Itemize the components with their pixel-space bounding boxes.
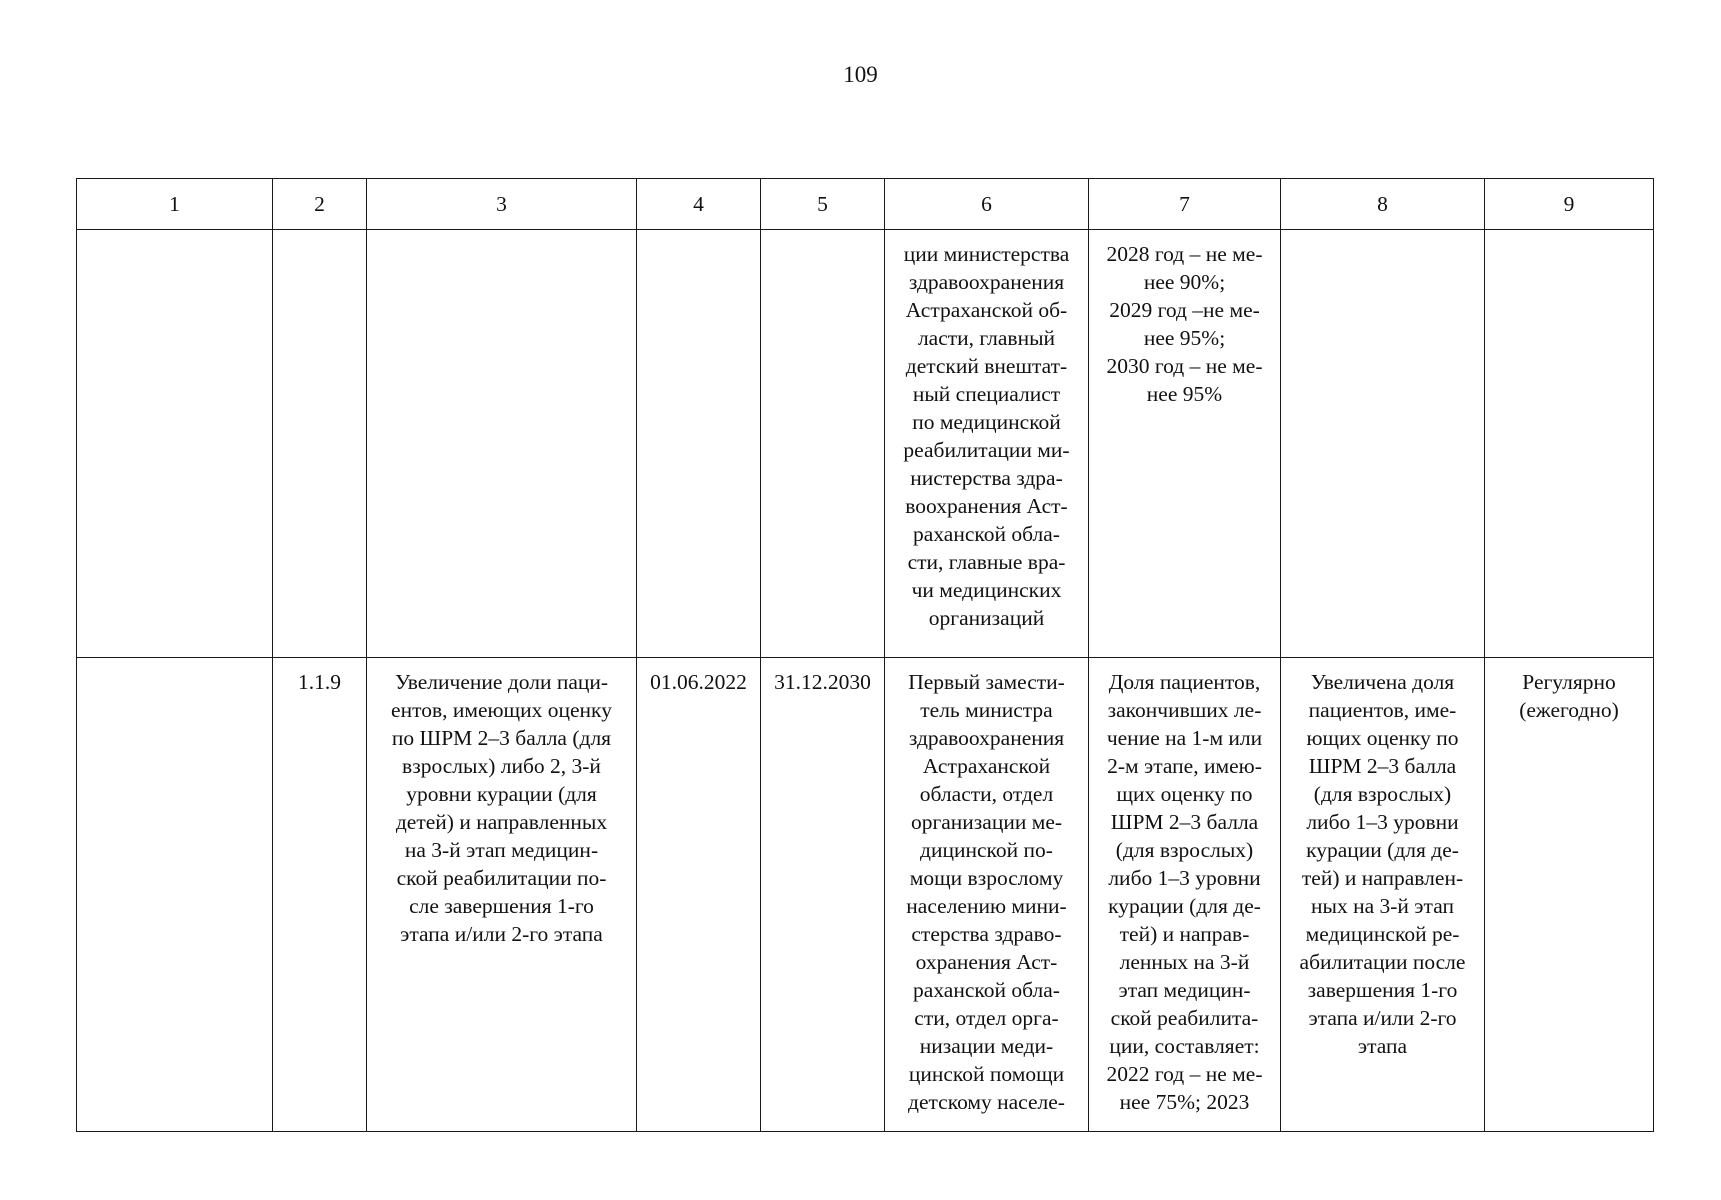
table-cell [367, 658, 637, 1132]
column-header-7: 7 [1089, 179, 1281, 230]
cell-text: 31.12.2030 [774, 670, 871, 694]
data-table [76, 178, 1654, 1132]
table-row [77, 658, 1654, 1132]
cell-text: Доля пациентов, закончивших ле- чение на 1-м или 2-м этапе, имею- щих оценку по ШРМ 2–3 балла (для взрослых) либо 1–3 уровни курации (для де- тей) и направ- ленных на 3-й этап медицин- ской реабилита- ции, составляет: 2022 год – не ме- нее 75%; 2023 [1106, 670, 1263, 1114]
table-cell [273, 230, 367, 658]
cell-text: ции министерства здравоохранения Астраханской об- ласти, главный детский внештат- ный специалист по медицинской реабилитации ми- нистерства здра- воохранения Аст- раханской обла- сти, главные вра- чи медицинских организаций [903, 242, 1070, 630]
table-cell [637, 230, 761, 658]
table-cell [761, 230, 885, 658]
column-header-4: 4 [637, 179, 761, 230]
cell-text: Регулярно (ежегодно) [1519, 670, 1619, 722]
table-cell [1089, 230, 1281, 658]
table-cell [1089, 658, 1281, 1132]
table-cell [1281, 230, 1485, 658]
table-cell [1485, 658, 1654, 1132]
table-cell [761, 658, 885, 1132]
table-cell [637, 658, 761, 1132]
cell-text: 01.06.2022 [650, 670, 747, 694]
column-header-8: 8 [1281, 179, 1485, 230]
column-header-2: 2 [273, 179, 367, 230]
page-number: 109 [843, 62, 878, 87]
table-cell [1281, 658, 1485, 1132]
column-header-9: 9 [1485, 179, 1654, 230]
cell-text: 2028 год – не ме- нее 90%; 2029 год –не ме- нее 95%; 2030 год – не ме- нее 95% [1106, 242, 1263, 406]
column-header-6: 6 [885, 179, 1089, 230]
cell-text: Увеличена доля пациентов, име- ющих оценку по ШРМ 2–3 балла (для взрослых) либо 1–3 уровни курации (для де- тей) и направлен- ных на 3-й этап медицинской ре- абилитации после завершения 1-го этапа и/или 2-го этапа [1299, 670, 1466, 1058]
column-header-1: 1 [77, 179, 273, 230]
header-row [77, 179, 1654, 230]
column-header-3: 3 [367, 179, 637, 230]
table-row [77, 230, 1654, 658]
table-cell [273, 658, 367, 1132]
cell-text: Увеличение доли паци- ентов, имеющих оценку по ШРМ 2–3 балла (для взрослых) либо 2, 3-й уровни курации (для детей) и направленных на 3-й этап медицин- ской реабилитации по- сле завершения 1-го этапа и/или 2-го этапа [391, 670, 612, 946]
table-cell [1485, 230, 1654, 658]
cell-text: Первый замести- тель министра здравоохранения Астраханской области, отдел организации ме- дицинской по- мощи взрослому населению мини- стерства здраво- охранения Аст- раханской обла- сти, отдел орга- низации меди- цинской помощи детскому населе- [906, 670, 1067, 1114]
table-cell [77, 658, 273, 1132]
table-cell [367, 230, 637, 658]
column-header-5: 5 [761, 179, 885, 230]
table-cell [885, 230, 1089, 658]
cell-text: 1.1.9 [298, 670, 341, 694]
table-header [77, 179, 1654, 230]
table-cell [885, 658, 1089, 1132]
table-cell [77, 230, 273, 658]
table-body [77, 230, 1654, 1132]
